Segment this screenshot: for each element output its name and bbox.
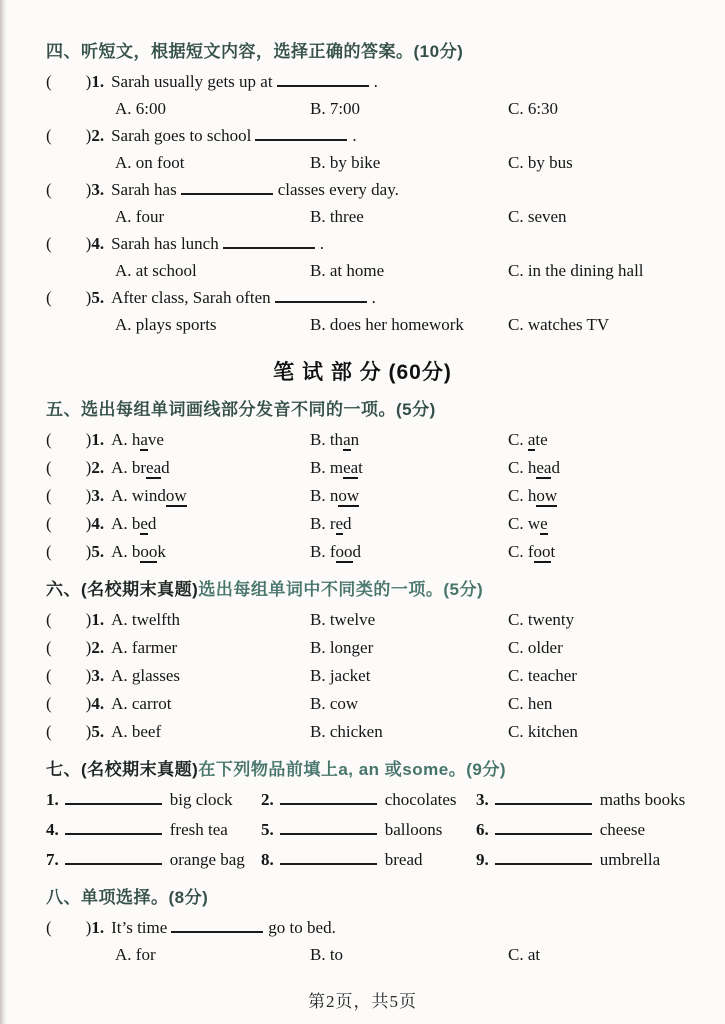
option-c: C. foot — [508, 542, 556, 561]
phonics-row — [46, 454, 709, 482]
underlined-letters: a — [527, 430, 536, 449]
question-row — [46, 230, 709, 257]
bracket-close: ) — [85, 694, 92, 713]
option-a: ( )5. A. book — [46, 542, 166, 561]
option-c: C. hen — [508, 694, 553, 713]
bracket-close: ) — [85, 458, 92, 477]
option-a: ( )4. A. bed — [46, 514, 157, 533]
option-b: B. chicken — [310, 722, 383, 741]
question-stem: Sarah goes to school — [111, 126, 252, 145]
option-a: A. for — [115, 945, 156, 964]
answer-blank — [275, 288, 367, 303]
option-a: A. 6:00 — [115, 99, 166, 118]
phonics-row — [46, 482, 709, 510]
phonics-row — [46, 426, 709, 454]
word-row — [46, 690, 709, 718]
bracket-close: ) — [85, 234, 92, 253]
option-c: C. in the dining hall — [508, 261, 644, 280]
underlined-letters: e — [335, 514, 344, 533]
option-b: B. longer — [310, 638, 374, 657]
option-c: C. at — [508, 945, 541, 964]
underlined-letters: e — [540, 514, 548, 533]
option-b: B. at home — [310, 261, 385, 280]
section-heading-text: 选出每组单词中不同类的一项。(5分) — [198, 580, 484, 599]
bracket-close: ) — [85, 918, 92, 937]
underlined-letters: oo — [140, 542, 158, 561]
answer-blank — [65, 790, 162, 805]
bracket-close: ) — [85, 126, 92, 145]
fill-item — [46, 846, 261, 874]
question-tail: . — [352, 126, 357, 145]
word-row — [46, 634, 709, 662]
fill-item — [261, 786, 476, 814]
fill-items-row — [46, 816, 709, 844]
option-b: B. twelve — [310, 610, 376, 629]
question-number: 4. — [91, 514, 105, 533]
options-row — [115, 95, 709, 122]
option-a: ( )3. A. window — [46, 486, 187, 505]
question-row — [46, 284, 709, 311]
answer-blank — [495, 820, 592, 835]
bracket-open: ( — [46, 514, 52, 533]
underlined-letters: oo — [533, 542, 551, 561]
item-label: chocolates — [384, 790, 457, 809]
bracket-open: ( — [46, 72, 52, 91]
option-b: B. does her homework — [310, 315, 464, 334]
option-b: B. than — [310, 430, 360, 449]
item-number: 4. — [46, 820, 59, 839]
bracket-close: ) — [85, 486, 92, 505]
fill-item — [46, 816, 261, 844]
option-b: B. 7:00 — [310, 99, 361, 118]
section-eight-body — [46, 914, 709, 968]
answer-blank — [495, 850, 592, 865]
underlined-letters: oo — [335, 542, 353, 561]
underlined-letters: ea — [343, 458, 359, 477]
answer-blank — [280, 790, 377, 805]
bracket-close: ) — [85, 638, 92, 657]
fill-item — [476, 786, 709, 814]
question-tail: . — [371, 288, 376, 307]
phonics-row — [46, 538, 709, 566]
section-heading-tag: 七、(名校期末真题) — [46, 760, 199, 779]
item-number: 6. — [476, 820, 489, 839]
question-tail: go to bed. — [268, 918, 336, 937]
option-b: B. red — [310, 514, 352, 533]
bracket-open: ( — [46, 542, 52, 561]
question-stem: Sarah has lunch — [111, 234, 219, 253]
bracket-open: ( — [46, 458, 52, 477]
bracket-open: ( — [46, 918, 52, 937]
option-b: B. three — [310, 207, 364, 226]
underlined-letters: ea — [146, 458, 162, 477]
bracket-open: ( — [46, 288, 52, 307]
fill-item — [261, 816, 476, 844]
bracket-open: ( — [46, 430, 52, 449]
options-row — [115, 257, 709, 284]
bracket-open: ( — [46, 486, 52, 505]
question-number: 5. — [91, 722, 105, 741]
question-stem: It’s time — [111, 918, 168, 937]
options-row — [115, 311, 709, 338]
bracket-close: ) — [85, 180, 92, 199]
item-label: fresh tea — [169, 820, 228, 839]
fill-item — [476, 846, 709, 874]
bracket-close: ) — [85, 514, 92, 533]
option-a: ( )1. A. twelfth — [46, 610, 181, 629]
options-row — [115, 203, 709, 230]
bracket-open: ( — [46, 722, 52, 741]
section-heading-four — [46, 40, 709, 64]
option-a: ( )1. A. have — [46, 430, 164, 449]
bracket-close: ) — [85, 542, 92, 561]
question-number: 1. — [91, 72, 105, 91]
option-b: B. now — [310, 486, 360, 505]
question-stem: Sarah has — [111, 180, 177, 199]
option-c: C. teacher — [508, 666, 577, 685]
underlined-letters: ea — [536, 458, 552, 477]
underlined-letters: ow — [338, 486, 360, 505]
bracket-close: ) — [85, 610, 92, 629]
fill-item — [261, 846, 476, 874]
section-heading-text: 四、听短文，根据短文内容，选择正确的答案。(10分) — [46, 42, 464, 61]
bracket-close: ) — [85, 288, 92, 307]
question-number: 1. — [91, 430, 105, 449]
answer-blank — [65, 820, 162, 835]
page-number-footer: 第2页，共5页 — [308, 992, 417, 1011]
option-b: B. by bike — [310, 153, 381, 172]
section-heading-seven — [46, 758, 709, 782]
bracket-open: ( — [46, 638, 52, 657]
section-heading-text: 八、单项选择。(8分) — [46, 888, 209, 907]
section-heading-five — [46, 398, 709, 422]
section-heading-text: 五、选出每组单词画线部分发音不同的一项。(5分) — [46, 400, 436, 419]
question-tail: . — [373, 72, 378, 91]
item-number: 7. — [46, 850, 59, 869]
question-number: 4. — [91, 694, 105, 713]
item-number: 5. — [261, 820, 274, 839]
option-c: C. by bus — [508, 153, 573, 172]
section-six-body — [46, 606, 709, 746]
item-number: 8. — [261, 850, 274, 869]
bracket-open: ( — [46, 126, 52, 145]
item-label: bread — [384, 850, 423, 869]
question-number: 2. — [91, 126, 105, 145]
question-number: 1. — [91, 610, 105, 629]
fill-items-row — [46, 786, 709, 814]
question-number: 5. — [91, 542, 105, 561]
question-row — [46, 122, 709, 149]
option-a: ( )3. A. glasses — [46, 666, 181, 685]
question-stem: Sarah usually gets up at — [111, 72, 273, 91]
section-five-body — [46, 426, 709, 566]
question-number: 3. — [91, 180, 105, 199]
answer-blank — [65, 850, 162, 865]
option-c: C. 6:30 — [508, 99, 559, 118]
option-b: B. food — [310, 542, 361, 561]
written-part-title: 笔 试 部 分 (60分) — [273, 361, 452, 384]
underlined-letters: ow — [536, 486, 558, 505]
question-row — [46, 176, 709, 203]
section-heading-six — [46, 578, 709, 602]
fill-items-row — [46, 846, 709, 874]
option-c: C. watches TV — [508, 315, 610, 334]
option-a: ( )2. A. farmer — [46, 638, 178, 657]
bracket-open: ( — [46, 666, 52, 685]
item-label: umbrella — [599, 850, 661, 869]
bracket-open: ( — [46, 694, 52, 713]
answer-blank — [280, 850, 377, 865]
bracket-close: ) — [85, 666, 92, 685]
item-label: maths books — [599, 790, 686, 809]
options-row — [115, 941, 709, 968]
option-c: C. seven — [508, 207, 567, 226]
option-a: A. plays sports — [115, 315, 217, 334]
section-heading-eight — [46, 886, 709, 910]
question-number: 2. — [91, 638, 105, 657]
question-number: 3. — [91, 486, 105, 505]
question-number: 1. — [91, 918, 105, 937]
item-number: 3. — [476, 790, 489, 809]
option-c: C. kitchen — [508, 722, 578, 741]
option-a: ( )4. A. carrot — [46, 694, 172, 713]
option-b: B. meat — [310, 458, 363, 477]
option-a: A. four — [115, 207, 165, 226]
bracket-close: ) — [85, 430, 92, 449]
word-row — [46, 718, 709, 746]
option-a: ( )2. A. bread — [46, 458, 170, 477]
option-a: A. on foot — [115, 153, 185, 172]
answer-blank — [495, 790, 592, 805]
item-label: cheese — [599, 820, 646, 839]
underlined-letters: a — [343, 430, 351, 449]
answer-blank — [223, 234, 315, 249]
option-c: C. ate — [508, 430, 548, 449]
bracket-open: ( — [46, 610, 52, 629]
option-c: C. twenty — [508, 610, 575, 629]
bracket-close: ) — [85, 722, 92, 741]
fill-item — [46, 786, 261, 814]
question-number: 3. — [91, 666, 105, 685]
options-row — [115, 149, 709, 176]
question-tail: . — [319, 234, 324, 253]
option-c: C. we — [508, 514, 548, 533]
bracket-open: ( — [46, 180, 52, 199]
word-row — [46, 662, 709, 690]
page-content — [46, 40, 709, 968]
question-number: 2. — [91, 458, 105, 477]
question-number: 5. — [91, 288, 105, 307]
fill-item — [476, 816, 709, 844]
option-c: C. head — [508, 458, 560, 477]
answer-blank — [280, 820, 377, 835]
bracket-close: ) — [85, 72, 92, 91]
option-b: B. jacket — [310, 666, 371, 685]
item-number: 9. — [476, 850, 489, 869]
section-seven-body — [46, 786, 709, 874]
answer-blank — [171, 918, 263, 933]
item-label: balloons — [384, 820, 443, 839]
answer-blank — [255, 126, 347, 141]
bracket-open: ( — [46, 234, 52, 253]
question-tail: classes every day. — [277, 180, 399, 199]
word-row — [46, 606, 709, 634]
item-label: orange bag — [169, 850, 245, 869]
underlined-letters: a — [140, 430, 148, 449]
option-a: ( )5. A. beef — [46, 722, 162, 741]
scan-edge-shadow — [0, 0, 7, 1024]
section-heading-text: 在下列物品前填上a, an 或some。(9分) — [198, 760, 506, 779]
option-b: B. cow — [310, 694, 359, 713]
question-row — [46, 68, 709, 95]
underlined-letters: e — [140, 514, 148, 533]
underlined-letters: ow — [165, 486, 187, 505]
option-c: C. how — [508, 486, 558, 505]
section-heading-tag: 六、(名校期末真题) — [46, 580, 199, 599]
item-label: big clock — [169, 790, 233, 809]
phonics-row — [46, 510, 709, 538]
option-a: A. at school — [115, 261, 197, 280]
item-number: 1. — [46, 790, 59, 809]
answer-blank — [277, 72, 369, 87]
question-row — [46, 914, 709, 941]
item-number: 2. — [261, 790, 274, 809]
section-four-body — [46, 68, 709, 338]
option-b: B. to — [310, 945, 344, 964]
answer-blank — [181, 180, 273, 195]
question-stem: After class, Sarah often — [111, 288, 271, 307]
question-number: 4. — [91, 234, 105, 253]
option-c: C. older — [508, 638, 563, 657]
